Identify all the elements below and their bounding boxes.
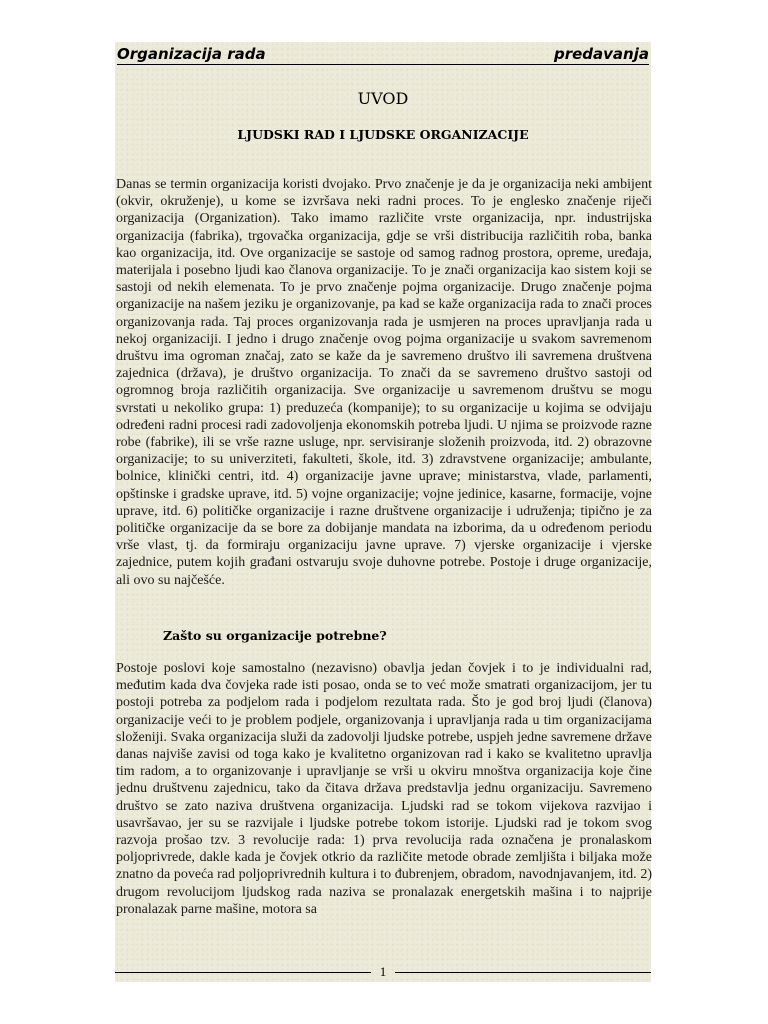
body-paragraph: Danas se termin organizacija koristi dvojako. Prvo značenje je da je organizacija neki ambijent (okvir, okruženje), u kome se izvršava neki radni proces. To je englesko značenje riječi organizacija (Organization). Tako imamo različite vrste organizacija, npr. industrijska organizacija (fabrika), trgovačka organizacija, gdje se vrši distribucija različitih roba, banka kao organizacija, itd. Ove organizacije se sastoje od samog radnog prostora, opreme, uređaja, materijala i posebno ljudi kao članova organizacije. To je znači organizacija kao sistem koji se sastoji od nekih elemenata. To je prvo značenje pojma organizacije. Drugo značenje pojma organizacije na našem jeziku je organizovanje, pa kad se kaže organizacija rada to znači proces organizovanja rada. Taj proces organizovanja rada je usmjeren na proces upravljanja rada u nekoj organizaciji. I jedno i drugo značenje ovog pojma organizacije u svakom savremenom društvu ima ogroman značaj, zato se kaže da je savremeno društvo ili savremena društvena zajednica (država), je društvo organizacija. To znači da se savremeno društvo sastoji od ogromnog broja različitih organizacija. Sve organizacije u savremenom društvu se mogu svrstati u nekoliko grupa: 1) preduzeća (kompanije); to su organizacije u kojima se odvijaju određeni radni procesi radi zadovoljenja ekonomskih potreba ljudi. U njima se proizvode razne robe (fabrike), ili se vrše razne usluge, npr. servisiranje složenih proizvoda, itd. 2) obrazovne organizacije; to su univerziteti, fakulteti, škole, itd. 3) zdravstvene organizacije; ambulante, bolnice, klinički centri, itd. 4) organizacije javne uprave; ministarstva, vlade, parlamenti, opštinske i gradske uprave, itd. 5) vojne organizacije; vojne jedinice, kasarne, formacije, vojne uprave, itd. 6) političke organizacije i razne društvene organizacije i udruženja; tipično je za političke organizacije da se bore za dobijanje mandata na izborima, da u određenom periodu vrše vlast, tj. da formiraju organizaciju javne uprave. 7) vjerske organizacije i vjerske zajednice, putem kojih građani ostvaruju svoje duhovne potrebe. Postoje i druge organizacije, ali ovo su najčešće.: [116, 177, 652, 588]
page-number: 1: [379, 964, 387, 979]
body-paragraph: Postoje poslovi koje samostalno (nezavisno) obavlja jedan čovjek i to je individualni rad, međutim kada dva čovjeka rade isti posao, onda se to već može smatrati organizacijom, jer tu postoji potreba za podjelom rada i podjelom rezultata rada. Što je god broj ljudi (članova) organizacije veći to je problem podjele, organizovanja i upravljanja rada u tim organizacijama složeniji. Svaka organizacija služi da zadovolji ljudske potrebe, uspjeh jedne savremene države danas najviše zavisi od toga kako je kvalitetno organizovan rad i kako se kvalitetno upravlja tim radom, a to organizovanje i upravljanje se vrši u okviru mnoštva organizacija koje čine jednu društvenu zajednicu, tako da čitava država predstavlja jednu organizaciju. Savremeno društvo se zato naziva društvena organizacija. Ljudski rad se tokom vijekova razvijao i usavršavao, jer su se razvijale i ljudske potrebe tokom istorije. Ljudski rad je tokom svog razvoja prošao tzv. 3 revolucije rada: 1) prva revolucija rada označena je pronalaskom poljoprivrede, dakle kada je čovjek otkrio da različite metode obrade zemljišta i biljaka može znatno da poveća rad poljoprivrednih kultura i to đubrenjem, obradom, navodnjavanjem, itd. 2) drugom revolucijom ljudskog rada naziva se pronalazak energetskih mašina i to najprije pronalazak parne mašine, motora sa: [116, 661, 652, 917]
subsection-heading: Zašto su organizacije potrebne?: [163, 628, 387, 643]
page-footer: [115, 964, 651, 982]
footer-rule-right: [395, 972, 651, 973]
header-left-title: Organizacija rada: [117, 45, 266, 63]
header-right-title: predavanja: [553, 45, 649, 63]
section-heading: LJUDSKI RAD I LJUDSKE ORGANIZACIJE: [237, 127, 529, 142]
document-page: [115, 42, 651, 982]
chapter-title: UVOD: [357, 89, 409, 108]
page-header: [117, 44, 649, 65]
